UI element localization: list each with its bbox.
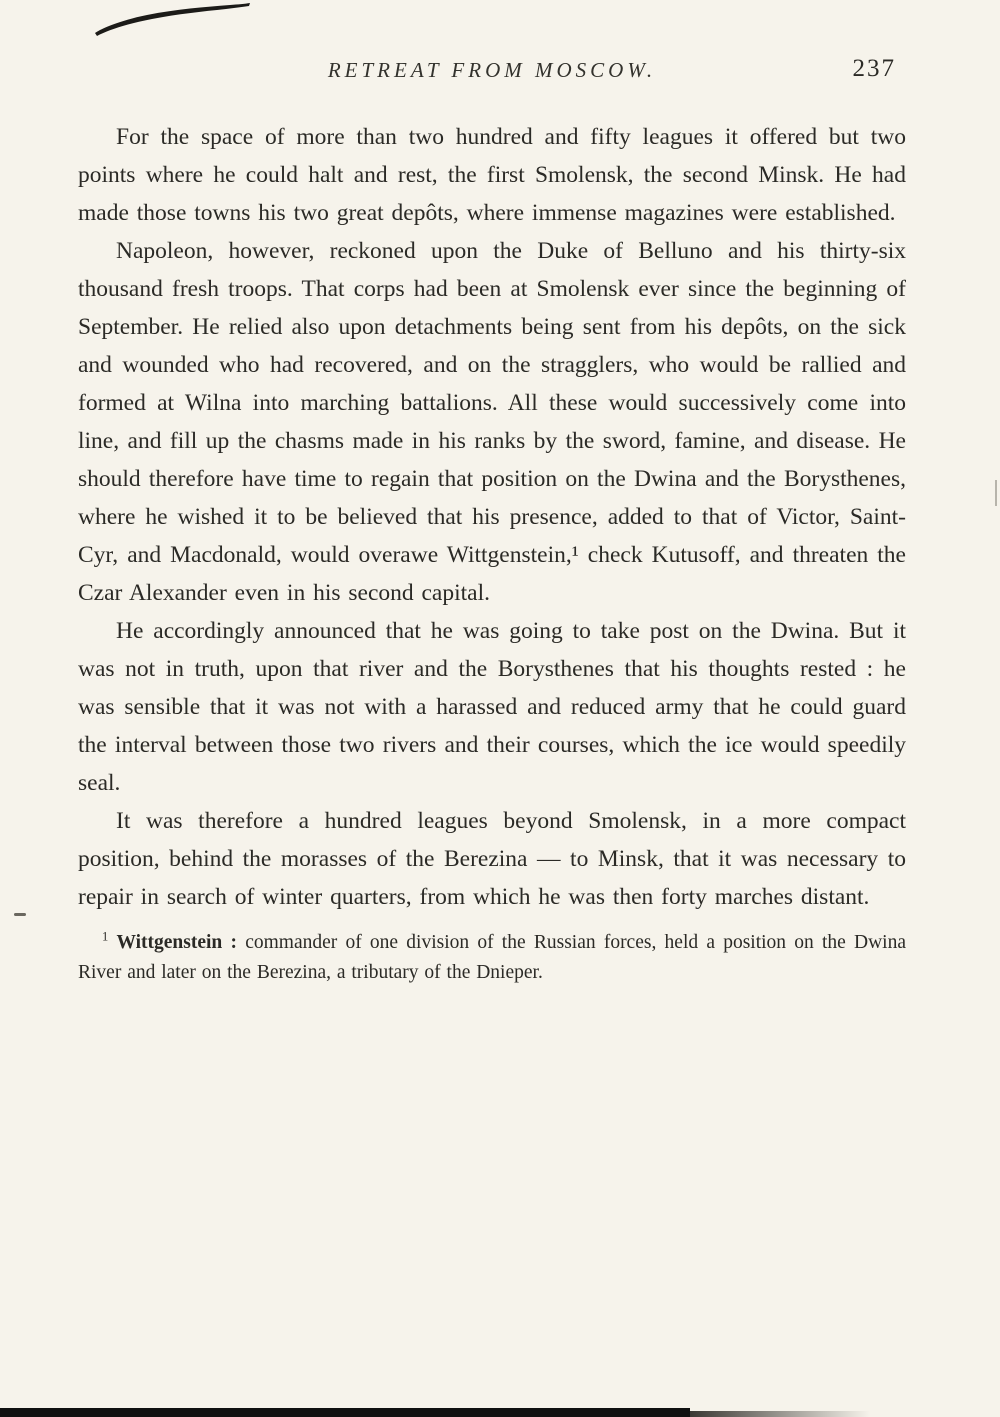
running-header-title: RETREAT FROM MOSCOW. bbox=[327, 58, 657, 82]
paragraph-4: It was therefore a hundred leagues beyond Smolensk, in a more compact position, behind the morasses of the Berezina — to Minsk, that it was necessary to repair in search of winter quarters, from which he was then forty marches distant. bbox=[78, 808, 906, 910]
paragraph-3: He accordingly announced that he was going to take post on the Dwina. But it was not in truth, upon that river and the Borysthenes that his thoughts rested : he was sensible that it was not with a harassed and reduced army that he could guard the interval between those two rivers and their courses, which the ice would speedily seal. bbox=[78, 618, 906, 796]
paragraph-2: Napoleon, however, reckoned upon the Duke of Belluno and his thirty-six thousand fresh troops. That corps had been at Smolensk ever since the beginning of September. He relied also upon detachments being sent from his depôts, on the sick and wounded who had recovered, and on the stragglers, who would be rallied and formed at Wilna into marching battalions. All these would successively come into line, and fill up the chasms made in his ranks by the sword, famine, and disease. He should therefore have time to regain that position on the Dwina and the Borysthenes, where he wished it to be believed that his presence, added to that of Victor, Saint-Cyr, and Macdonald, would overawe Wittgenstein,¹ check Kutusoff, and threaten the Czar Alexander even in his second capital. bbox=[78, 238, 906, 606]
running-header-row bbox=[78, 55, 906, 88]
page-number: 237 bbox=[852, 55, 896, 82]
margin-mark-artifact bbox=[14, 913, 26, 916]
footnote-marker: 1 bbox=[102, 929, 109, 944]
scan-edge-band bbox=[0, 1408, 690, 1417]
footnote-term: Wittgenstein : bbox=[116, 932, 237, 953]
ink-stroke-artifact bbox=[92, 2, 252, 40]
scan-edge-smudge bbox=[690, 1411, 870, 1417]
body-text bbox=[78, 118, 906, 916]
paragraph-1: For the space of more than two hundred and fifty leagues it offered but two points where he could halt and rest, the first Smolensk, the second Minsk. He had made those towns his two great depôts, where immense magazines were established. bbox=[78, 124, 906, 226]
footnote bbox=[78, 928, 906, 988]
footnote-body: commander of one division of the Russian forces, held a position on the Dwina River and later on the Berezina, a tributary of the Dnieper. bbox=[78, 932, 907, 983]
page-edge-artifact bbox=[995, 480, 997, 506]
footnote-text bbox=[78, 928, 906, 988]
